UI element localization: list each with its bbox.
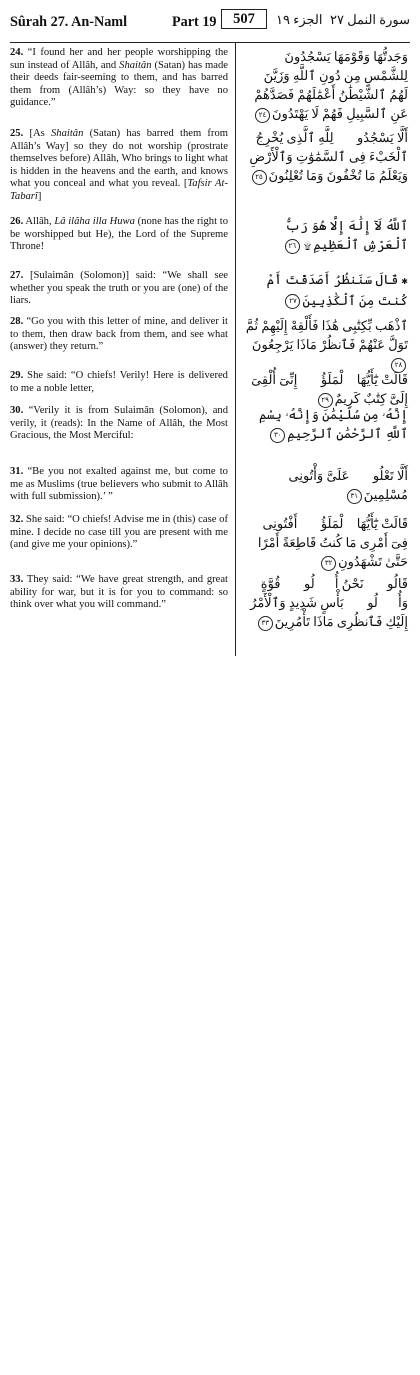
ayah-marker-icon: ٢٥ — [252, 170, 267, 185]
translation-text: “I found her and her people worshipping the sun instead of Allâh, and — [10, 47, 228, 71]
verse-translation — [10, 405, 228, 443]
sajda-icon: ۩ — [303, 240, 312, 252]
verse-arabic — [244, 514, 408, 571]
verse-number: 26. — [10, 216, 24, 227]
section-star-icon: ✱ — [401, 276, 408, 286]
transliterated-term: Shaitân — [51, 128, 84, 139]
translation-text: She said: “O chiefs! Verily! Here is delivered to me a noble letter, — [10, 370, 228, 394]
verse-arabic — [244, 216, 408, 256]
translation-text: (Satan) has made their deeds fair-seeming to them, and has barred them from (Allâh’s) Way: so they have no guidance.” — [10, 59, 228, 109]
verse-arabic — [244, 405, 408, 443]
surah-title: Sûrah 27. An-Naml — [10, 14, 128, 30]
verse-translation — [10, 466, 228, 504]
ayah-marker-icon: ٣٣ — [258, 616, 273, 631]
verse-number: 28. — [10, 316, 24, 327]
verse-number: 25. — [10, 128, 24, 139]
verse-translation — [10, 270, 228, 308]
translation-text: She said: “O chiefs! Advise me in (this) case of mine. I decide no case till you are present with me (and give me your opinions).” — [10, 514, 228, 551]
verse-number: 33. — [10, 574, 24, 585]
arabic-text: أَلَّا تَعْلُوا۟ عَلَىَّ وَأْتُونِى مُسْلِمِينَ — [288, 468, 408, 502]
page-number: 507 — [221, 9, 267, 29]
arabic-text: وَجَدتُّهَا وَقَوْمَهَا يَسْجُدُونَ لِلشَّمْسِ مِن دُونِ ٱللَّهِ وَزَيَّنَ لَهُمُ ٱلشَّيْطَٰنُ أَعْمَٰلَهُمْ فَصَدَّهُمْ عَنِ ٱلسَّبِيلِ فَهُمْ لَا يَهْتَدُونَ — [254, 49, 408, 121]
ayah-marker-icon: ٢٦ — [285, 239, 300, 254]
arabic-text: قَالَتْ يَٰٓأَيُّهَا ٱلْمَلَؤُا۟ أَفْتُونِى فِىٓ أَمْرِى مَا كُنتُ قَاطِعَةً أَمْرًا حَتَّىٰ تَشْهَدُونِ — [257, 516, 408, 569]
verse-translation — [10, 370, 228, 395]
verse-translation — [10, 514, 228, 552]
verse-number: 30. — [10, 405, 24, 416]
translation-text: (none has the right to be worshipped but He), the Lord of the Supreme Throne! — [10, 216, 228, 253]
verse-number: 32. — [10, 514, 24, 525]
verse-translation — [10, 316, 228, 354]
arabic-text: قَالَتْ يَٰٓأَيُّهَا ٱلْمَلَؤُا۟ إِنِّىٓ أُلْقِىَ إِلَىَّ كِتَٰبٌ كَرِيمٌ — [251, 372, 408, 406]
ayah-marker-icon: ٢٩ — [318, 393, 333, 408]
verse-number: 27. — [10, 270, 24, 281]
transliterated-term: Lâ ilâha illa Huwa — [54, 216, 135, 227]
translation-text: “Be you not exalted against me, but come to me as Muslims (true believers who submit to Allâh with full submission).’ ” — [10, 466, 228, 503]
arabic-text: قَالَ سَنَنظُرُ أَصَدَقْتَ أَمْ كُنتَ مِنَ ٱلْكَٰذِبِينَ — [266, 272, 408, 308]
verse-translation — [10, 47, 228, 110]
translation-text: “Verily it is from Sulaimân (Solomon), and verily, it (reads): In the Name of Allâh, the Most Gracious, the Most Merciful: — [10, 405, 228, 442]
ayah-marker-icon: ٣٢ — [321, 556, 336, 571]
page-header — [10, 0, 410, 43]
translation-text: They said: “We have great strength, and great ability for war, but it is for you to command: so think over what you will command.” — [10, 574, 228, 611]
arabic-text: أَلَّا يَسْجُدُوا۟ لِلَّهِ ٱلَّذِى يُخْرِجُ ٱلْخَبْءَ فِى ٱلسَّمَٰوَٰتِ وَٱلْأَرْضِ وَيَعْلَمُ مَا تُخْفُونَ وَمَا تُعْلِنُونَ — [249, 130, 408, 183]
verse-arabic — [244, 370, 408, 408]
verse-number: 29. — [10, 370, 24, 381]
verse-arabic — [244, 270, 408, 310]
quran-page — [10, 0, 410, 629]
verse-arabic — [244, 47, 408, 123]
verse-arabic — [244, 574, 408, 631]
ayah-marker-icon: ٢٤ — [255, 108, 270, 123]
translation-text: [Sulaimân (Solomon)] said: “We shall see whether you speak the truth or you are (one) of the liars. — [10, 270, 228, 307]
translation-text: [As — [29, 128, 51, 139]
transliterated-term: Tafsir At-Tabarî — [10, 178, 229, 202]
ayah-marker-icon: ٢٨ — [391, 358, 406, 373]
ayah-marker-icon: ٢٧ — [285, 294, 300, 309]
translation-text: ] — [37, 190, 42, 202]
verse-translation — [10, 128, 228, 204]
translation-text: “Go you with this letter of mine, and deliver it to them, then draw back from them, and see what (answer) they return.” — [10, 316, 229, 353]
verse-arabic — [244, 466, 408, 504]
verse-arabic — [244, 128, 408, 185]
verse-translation — [10, 216, 228, 254]
transliterated-term: Shaitân — [119, 59, 152, 71]
arabic-text: ٱللَّهُ لَآ إِلَٰهَ إِلَّا هُوَ رَبُّ ٱلْعَرْشِ ٱلْعَظِيمِ — [285, 218, 408, 252]
column-divider — [235, 42, 236, 656]
surah-title-arabic: سورة النمل ٢٧ — [329, 12, 410, 27]
ayah-marker-icon: ٣٠ — [270, 428, 285, 443]
verse-number: 31. — [10, 466, 24, 477]
part-label: Part 19 — [172, 14, 217, 30]
verse-arabic — [244, 316, 408, 373]
verse-translation — [10, 574, 228, 612]
translation-text: Allâh, — [25, 216, 55, 227]
arabic-text: ٱذْهَب بِّكِتَٰبِى هَٰذَا فَأَلْقِهْ إِلَيْهِمْ ثُمَّ تَوَلَّ عَنْهُمْ فَٱنظُرْ مَاذَا يَرْجِعُونَ — [245, 318, 408, 352]
verse-number: 24. — [10, 47, 24, 58]
translation-text: (Satan) has barred them from Allâh’s Way] so they do not worship (prostrate themselves before) Allâh, Who brings to light what is hidden in the heavens and the earth, and knows what you conceal and what you reveal. [ — [10, 128, 228, 190]
juz-label-arabic: الجزء ١٩ — [276, 12, 323, 27]
arabic-text: قَالُوا۟ نَحْنُ أُو۟لُوا۟ قُوَّةٍ وَأُو۟لُوا۟ بَأْسٍ شَدِيدٍ وَٱلْأَمْرُ إِلَيْكِ فَٱنظُرِى مَاذَا تَأْمُرِينَ — [250, 576, 408, 629]
ayah-marker-icon: ٣١ — [347, 489, 362, 504]
arabic-text: إِنَّهُۥ مِن سُلَيْمَٰنَ وَإِنَّهُۥ بِسْمِ ٱللَّهِ ٱلرَّحْمَٰنِ ٱلرَّحِيمِ — [259, 407, 408, 441]
